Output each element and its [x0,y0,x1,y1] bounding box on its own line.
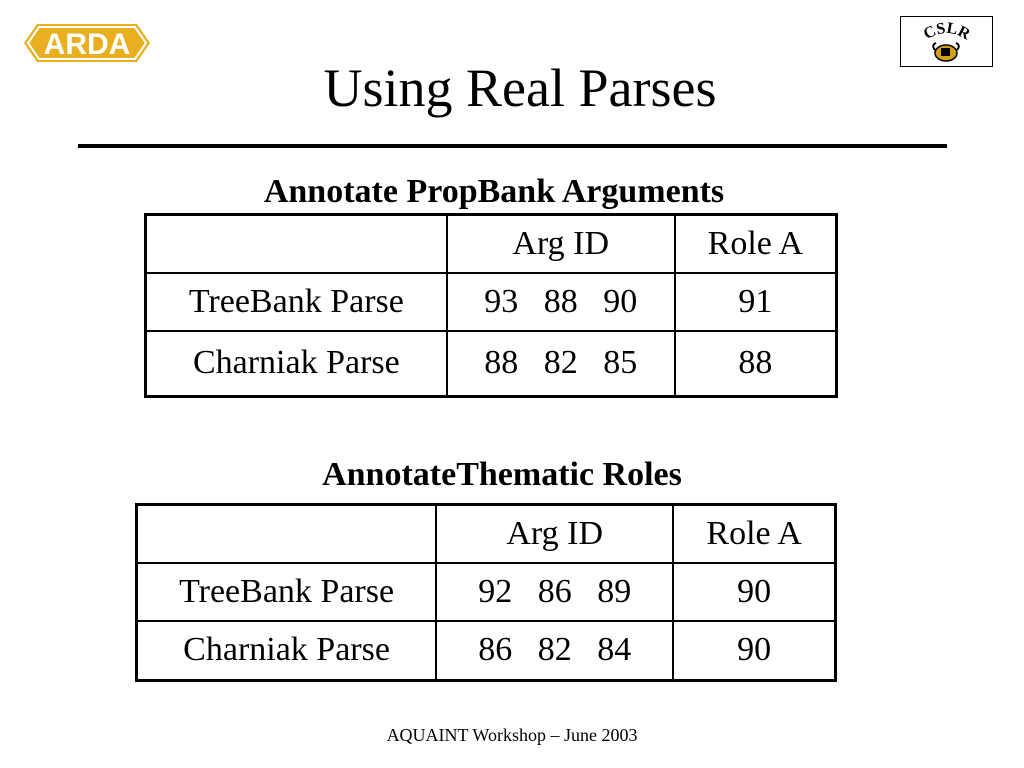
header-cell: Role A [675,215,837,273]
thematic-roles-heading: AnnotateThematic Roles [322,456,682,493]
table-row [137,563,836,621]
cslr-logo-text: CSLR [920,19,973,44]
propbank-heading: Annotate PropBank Arguments [263,173,725,210]
header-cell: Arg ID [447,215,675,273]
row-label-cell: TreeBank Parse [146,273,447,331]
arg-id-cell: 92 86 89 [436,563,673,621]
slide-footer: AQUAINT Workshop – June 2003 [386,725,638,745]
arg-id-cell: 88 82 85 [447,331,675,397]
role-a-cell: 90 [673,621,835,681]
arg-id-cell: 93 88 90 [447,273,675,331]
table-row [146,273,837,331]
title-divider [78,144,947,148]
propbank-results-table [144,213,838,398]
header-cell [137,505,437,563]
arg-id-cell: 86 82 84 [436,621,673,681]
svg-text:CSLR [921,20,974,44]
role-a-cell: 91 [675,273,837,331]
table-header-row [137,505,836,563]
header-cell: Role A [673,505,835,563]
role-a-cell: 90 [673,563,835,621]
arda-logo-text: ARDA [43,28,131,61]
thematic-roles-results-table [135,503,837,682]
slide-title: Using Real Parses [323,58,717,118]
table-row [146,331,837,397]
table-header-row [146,215,837,273]
role-a-cell: 88 [675,331,837,397]
header-cell [146,215,447,273]
row-label-cell: Charniak Parse [137,621,437,681]
row-label-cell: Charniak Parse [146,331,447,397]
header-cell: Arg ID [436,505,673,563]
table-row [137,621,836,681]
row-label-cell: TreeBank Parse [137,563,437,621]
